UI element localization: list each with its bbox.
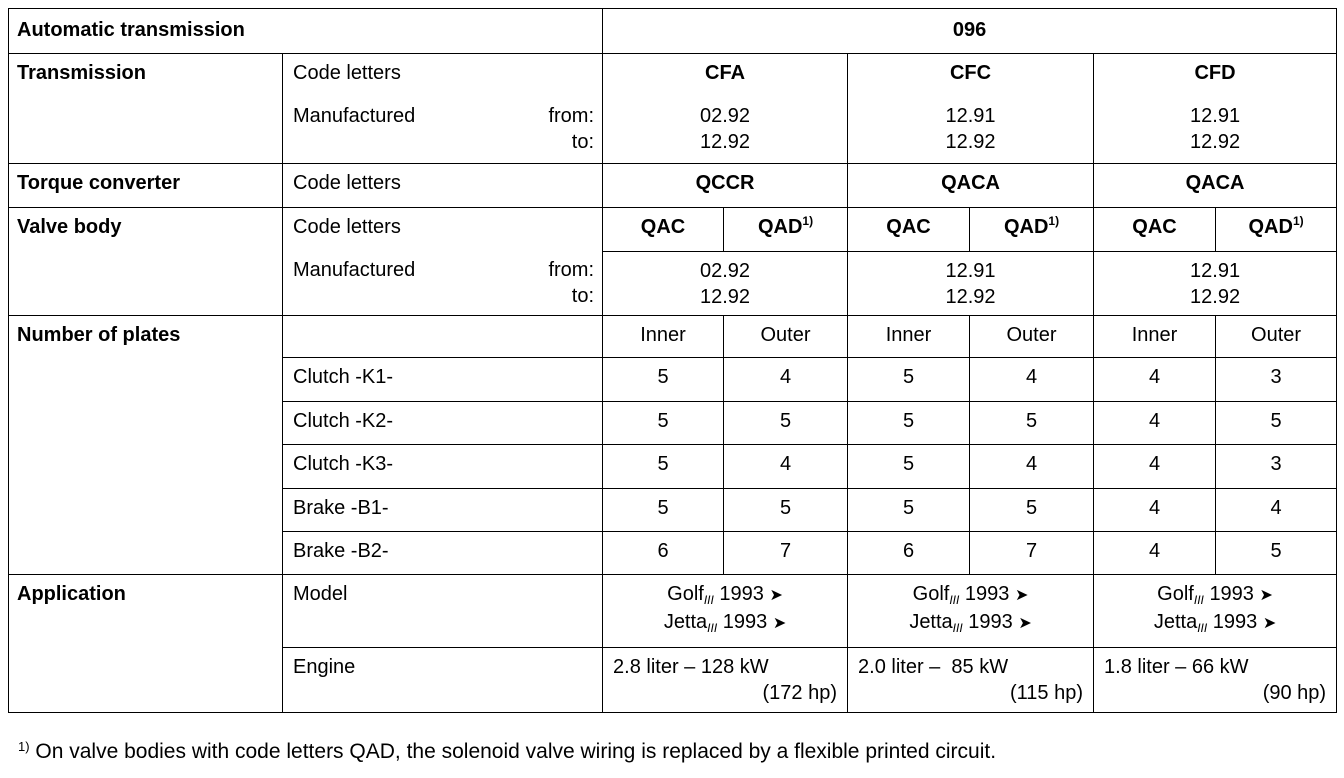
- outer-label: Outer: [970, 315, 1094, 357]
- valve-body-code: QAC: [848, 208, 970, 251]
- footnote-text: On valve bodies with code letters QAD, the solenoid valve wiring is replaced by a flexible printed circuit.: [29, 740, 997, 763]
- plate-count: 4: [970, 445, 1094, 488]
- plate-count: 4: [1094, 358, 1216, 401]
- plate-row-name: Clutch -K2-: [283, 401, 603, 444]
- plate-count: 6: [848, 531, 970, 574]
- plate-count: 5: [1216, 531, 1337, 574]
- plate-count: 4: [1094, 401, 1216, 444]
- manufactured-dates: 02.92 12.92: [603, 251, 848, 315]
- plates-spacer: [9, 358, 283, 401]
- footnote-marker: 1): [1292, 214, 1304, 229]
- plates-spacer: [9, 531, 283, 574]
- arrow-right-icon: ➤: [772, 615, 787, 633]
- model-cell: Golf$_{III}$ 1993 ➤ Jetta$_{III}$ 1993 ➤: [848, 575, 1094, 647]
- valve-body-code: QAC: [1094, 208, 1216, 251]
- arrow-right-icon: ➤: [1018, 615, 1032, 633]
- manufactured-dates: 02.92 12.92: [603, 97, 848, 163]
- plate-row-name: Brake -B2-: [283, 531, 603, 574]
- section-transmission: Transmission: [9, 54, 283, 164]
- plate-count: 5: [724, 488, 848, 531]
- transmission-code: CFC: [848, 54, 1094, 97]
- plate-count: 5: [970, 488, 1094, 531]
- plate-count: 4: [724, 358, 848, 401]
- footnote-marker: 1): [802, 214, 814, 229]
- transmission-code: CFD: [1094, 54, 1337, 97]
- plate-count: 5: [848, 358, 970, 401]
- inner-label: Inner: [603, 315, 724, 357]
- plate-count: 4: [1094, 531, 1216, 574]
- row-label-code-letters: Code letters: [283, 208, 603, 251]
- engine-cell: 1.8 liter – 66 kW (90 hp): [1094, 647, 1337, 712]
- plate-count: 4: [1094, 488, 1216, 531]
- plate-count: 5: [603, 488, 724, 531]
- plate-count: 5: [724, 401, 848, 444]
- row-label-empty: [283, 315, 603, 357]
- plate-row-name: Clutch -K1-: [283, 358, 603, 401]
- table-title: Automatic transmission: [9, 9, 603, 54]
- plate-count: 5: [848, 401, 970, 444]
- section-application: Application: [9, 575, 283, 713]
- row-label-code-letters: Code letters: [283, 54, 603, 97]
- row-label-manufactured: Manufactured from: to:: [283, 251, 603, 315]
- arrow-right-icon: ➤: [769, 587, 783, 605]
- torque-converter-code: QCCR: [603, 164, 848, 208]
- valve-body-code: QAD$^{1)}$: [1216, 208, 1337, 251]
- plate-count: 4: [724, 445, 848, 488]
- footnote: [18, 740, 996, 764]
- plate-count: 4: [1216, 488, 1337, 531]
- manufactured-dates: 12.91 12.92: [848, 97, 1094, 163]
- arrow-right-icon: ➤: [1014, 587, 1029, 605]
- section-number-of-plates: Number of plates: [9, 315, 283, 357]
- plate-count: 5: [970, 401, 1094, 444]
- plate-count: 5: [603, 445, 724, 488]
- engine-cell: 2.8 liter – 128 kW (172 hp): [603, 647, 848, 712]
- section-valve-body: Valve body: [9, 208, 283, 316]
- torque-converter-code: QACA: [1094, 164, 1337, 208]
- plates-spacer: [9, 401, 283, 444]
- engine-cell: 2.0 liter – 85 kW (115 hp): [848, 647, 1094, 712]
- outer-label: Outer: [1216, 315, 1337, 357]
- row-label-code-letters: Code letters: [283, 164, 603, 208]
- footnote-marker: 1): [18, 739, 30, 754]
- plate-row-name: Clutch -K3-: [283, 445, 603, 488]
- transmission-code: CFA: [603, 54, 848, 97]
- row-label-manufactured: Manufactured from: to:: [283, 97, 603, 163]
- model-cell: Golf$_{III}$ 1993 ➤ Jetta$_{III}$ 1993 ➤: [603, 575, 848, 647]
- section-torque-converter: Torque converter: [9, 164, 283, 208]
- valve-body-code: QAD$^{1)}$: [724, 208, 848, 251]
- torque-converter-code: QACA: [848, 164, 1094, 208]
- plates-spacer: [9, 445, 283, 488]
- manufactured-dates: 12.91 12.92: [848, 251, 1094, 315]
- inner-label: Inner: [1094, 315, 1216, 357]
- model-cell: Golf$_{III}$ 1993 ➤ Jetta$_{III}$ 1993 ➤: [1094, 575, 1337, 647]
- plate-count: 3: [1216, 358, 1337, 401]
- plate-count: 4: [970, 358, 1094, 401]
- arrow-right-icon: ➤: [1262, 615, 1277, 633]
- plate-count: 7: [970, 531, 1094, 574]
- manufactured-dates: 12.91 12.92: [1094, 97, 1337, 163]
- inner-label: Inner: [848, 315, 970, 357]
- footnote-marker: 1): [1048, 214, 1060, 229]
- manufactured-dates: 12.91 12.92: [1094, 251, 1337, 315]
- plate-count: 5: [848, 488, 970, 531]
- outer-label: Outer: [724, 315, 848, 357]
- transmission-type-code: 096: [603, 9, 1337, 54]
- plate-count: 5: [1216, 401, 1337, 444]
- valve-body-code: QAC: [603, 208, 724, 251]
- plate-count: 5: [603, 401, 724, 444]
- plate-count: 5: [848, 445, 970, 488]
- row-label-engine: Engine: [283, 647, 603, 712]
- arrow-right-icon: ➤: [1259, 587, 1273, 605]
- plates-spacer: [9, 488, 283, 531]
- plate-count: 3: [1216, 445, 1337, 488]
- plate-count: 4: [1094, 445, 1216, 488]
- row-label-model: Model: [283, 575, 603, 647]
- plate-row-name: Brake -B1-: [283, 488, 603, 531]
- transmission-spec-table: [8, 8, 1337, 713]
- valve-body-code: QAD$^{1)}$: [970, 208, 1094, 251]
- plate-count: 5: [603, 358, 724, 401]
- plate-count: 7: [724, 531, 848, 574]
- plate-count: 6: [603, 531, 724, 574]
